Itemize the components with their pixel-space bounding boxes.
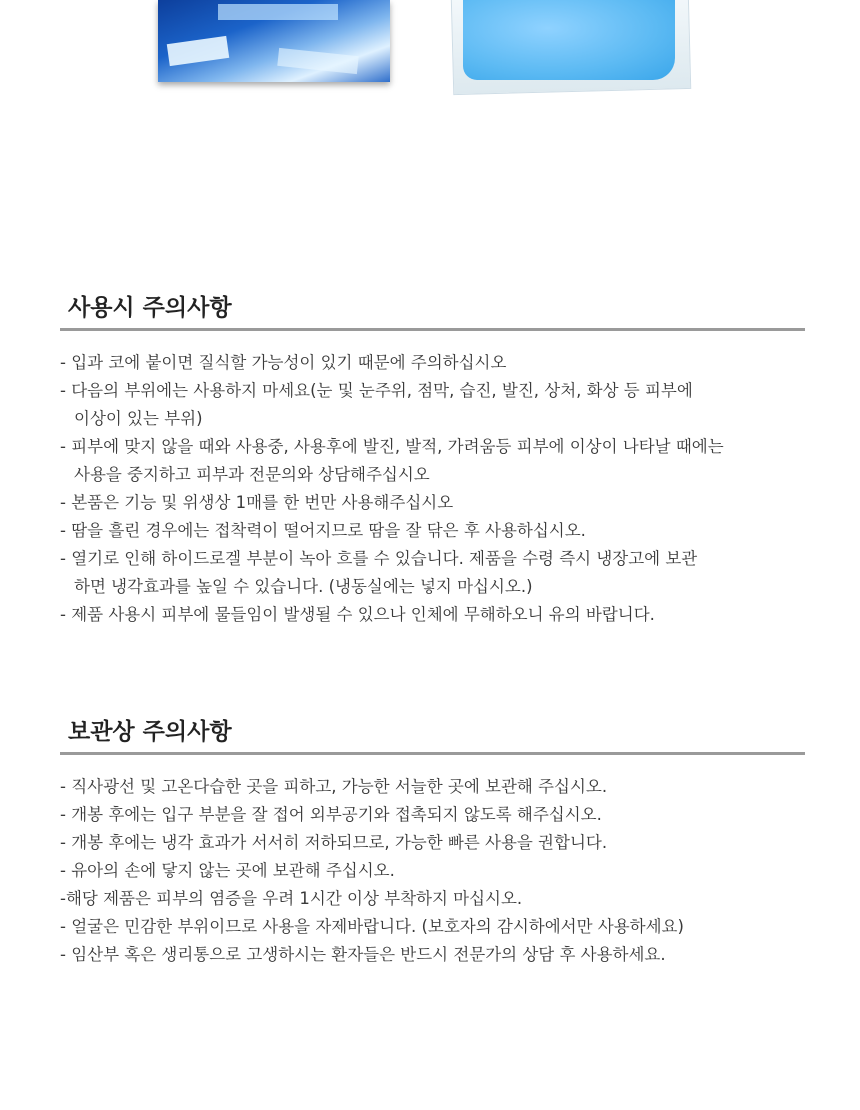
list-item bbox=[60, 349, 805, 377]
list-item bbox=[60, 433, 805, 489]
list-item bbox=[60, 517, 805, 545]
list-item bbox=[60, 773, 805, 801]
storage-caution-title: 보관상 주의사항 bbox=[68, 719, 232, 745]
list-item bbox=[60, 545, 805, 601]
storage-caution-list bbox=[60, 773, 805, 969]
note-continuation: 이상이 있는 부위) bbox=[74, 409, 203, 428]
list-item bbox=[60, 941, 805, 969]
list-item bbox=[60, 885, 805, 913]
note-text: - 입과 코에 붙이면 질식할 가능성이 있기 때문에 주의하십시오 bbox=[60, 353, 507, 372]
title-divider bbox=[60, 328, 805, 331]
note-text: -해당 제품은 피부의 염증을 우려 1시간 이상 부착하지 마십시오. bbox=[60, 889, 523, 908]
note-text: - 열기로 인해 하이드로겔 부분이 녹아 흐를 수 있습니다. 제품을 수령 즉시 냉장고에 보관 bbox=[60, 549, 698, 568]
list-item bbox=[60, 829, 805, 857]
usage-caution-list bbox=[60, 349, 805, 629]
note-text: - 본품은 기능 및 위생상 1매를 한 번만 사용해주십시오 bbox=[60, 493, 454, 512]
note-continuation: 하면 냉각효과를 높일 수 있습니다. (냉동실에는 넣지 마십시오.) bbox=[74, 577, 533, 596]
ice-package-image bbox=[158, 0, 390, 82]
usage-caution-section bbox=[60, 288, 805, 629]
note-text: - 직사광선 및 고온다습한 곳을 피하고, 가능한 서늘한 곳에 보관해 주십시오. bbox=[60, 777, 608, 796]
list-item bbox=[60, 489, 805, 517]
title-divider bbox=[60, 752, 805, 755]
list-item bbox=[60, 801, 805, 829]
note-text: - 개봉 후에는 입구 부분을 잘 접어 외부공기와 접촉되지 않도록 해주십시오. bbox=[60, 805, 602, 824]
list-item bbox=[60, 601, 805, 629]
note-text: - 땀을 흘린 경우에는 접착력이 떨어지므로 땀을 잘 닦은 후 사용하십시오. bbox=[60, 521, 586, 540]
note-text: - 임산부 혹은 생리통으로 고생하시는 환자들은 반드시 전문가의 상담 후 사용하세요. bbox=[60, 945, 666, 964]
usage-caution-title: 사용시 주의사항 bbox=[68, 295, 232, 321]
note-continuation: 사용을 중지하고 피부과 전문의와 상담해주십시오 bbox=[74, 465, 430, 484]
list-item bbox=[60, 913, 805, 941]
storage-caution-section bbox=[60, 712, 805, 969]
blue-gel-pad-image bbox=[463, 0, 675, 80]
list-item bbox=[60, 857, 805, 885]
note-text: - 얼굴은 민감한 부위이므로 사용을 자제바랍니다. (보호자의 감시하에서만 사용하세요) bbox=[60, 917, 684, 936]
note-text: - 유아의 손에 닿지 않는 곳에 보관해 주십시오. bbox=[60, 861, 395, 880]
note-text: - 제품 사용시 피부에 물들임이 발생될 수 있으나 인체에 무해하오니 유의 바랍니다. bbox=[60, 605, 655, 624]
list-item bbox=[60, 377, 805, 433]
note-text: - 다음의 부위에는 사용하지 마세요(눈 및 눈주위, 점막, 습진, 발진, 상처, 화상 등 피부에 bbox=[60, 381, 693, 400]
note-text: - 개봉 후에는 냉각 효과가 서서히 저하되므로, 가능한 빠른 사용을 권합니다. bbox=[60, 833, 608, 852]
product-images bbox=[0, 0, 860, 110]
note-text: - 피부에 맞지 않을 때와 사용중, 사용후에 발진, 발적, 가려움등 피부에 이상이 나타날 때에는 bbox=[60, 437, 724, 456]
